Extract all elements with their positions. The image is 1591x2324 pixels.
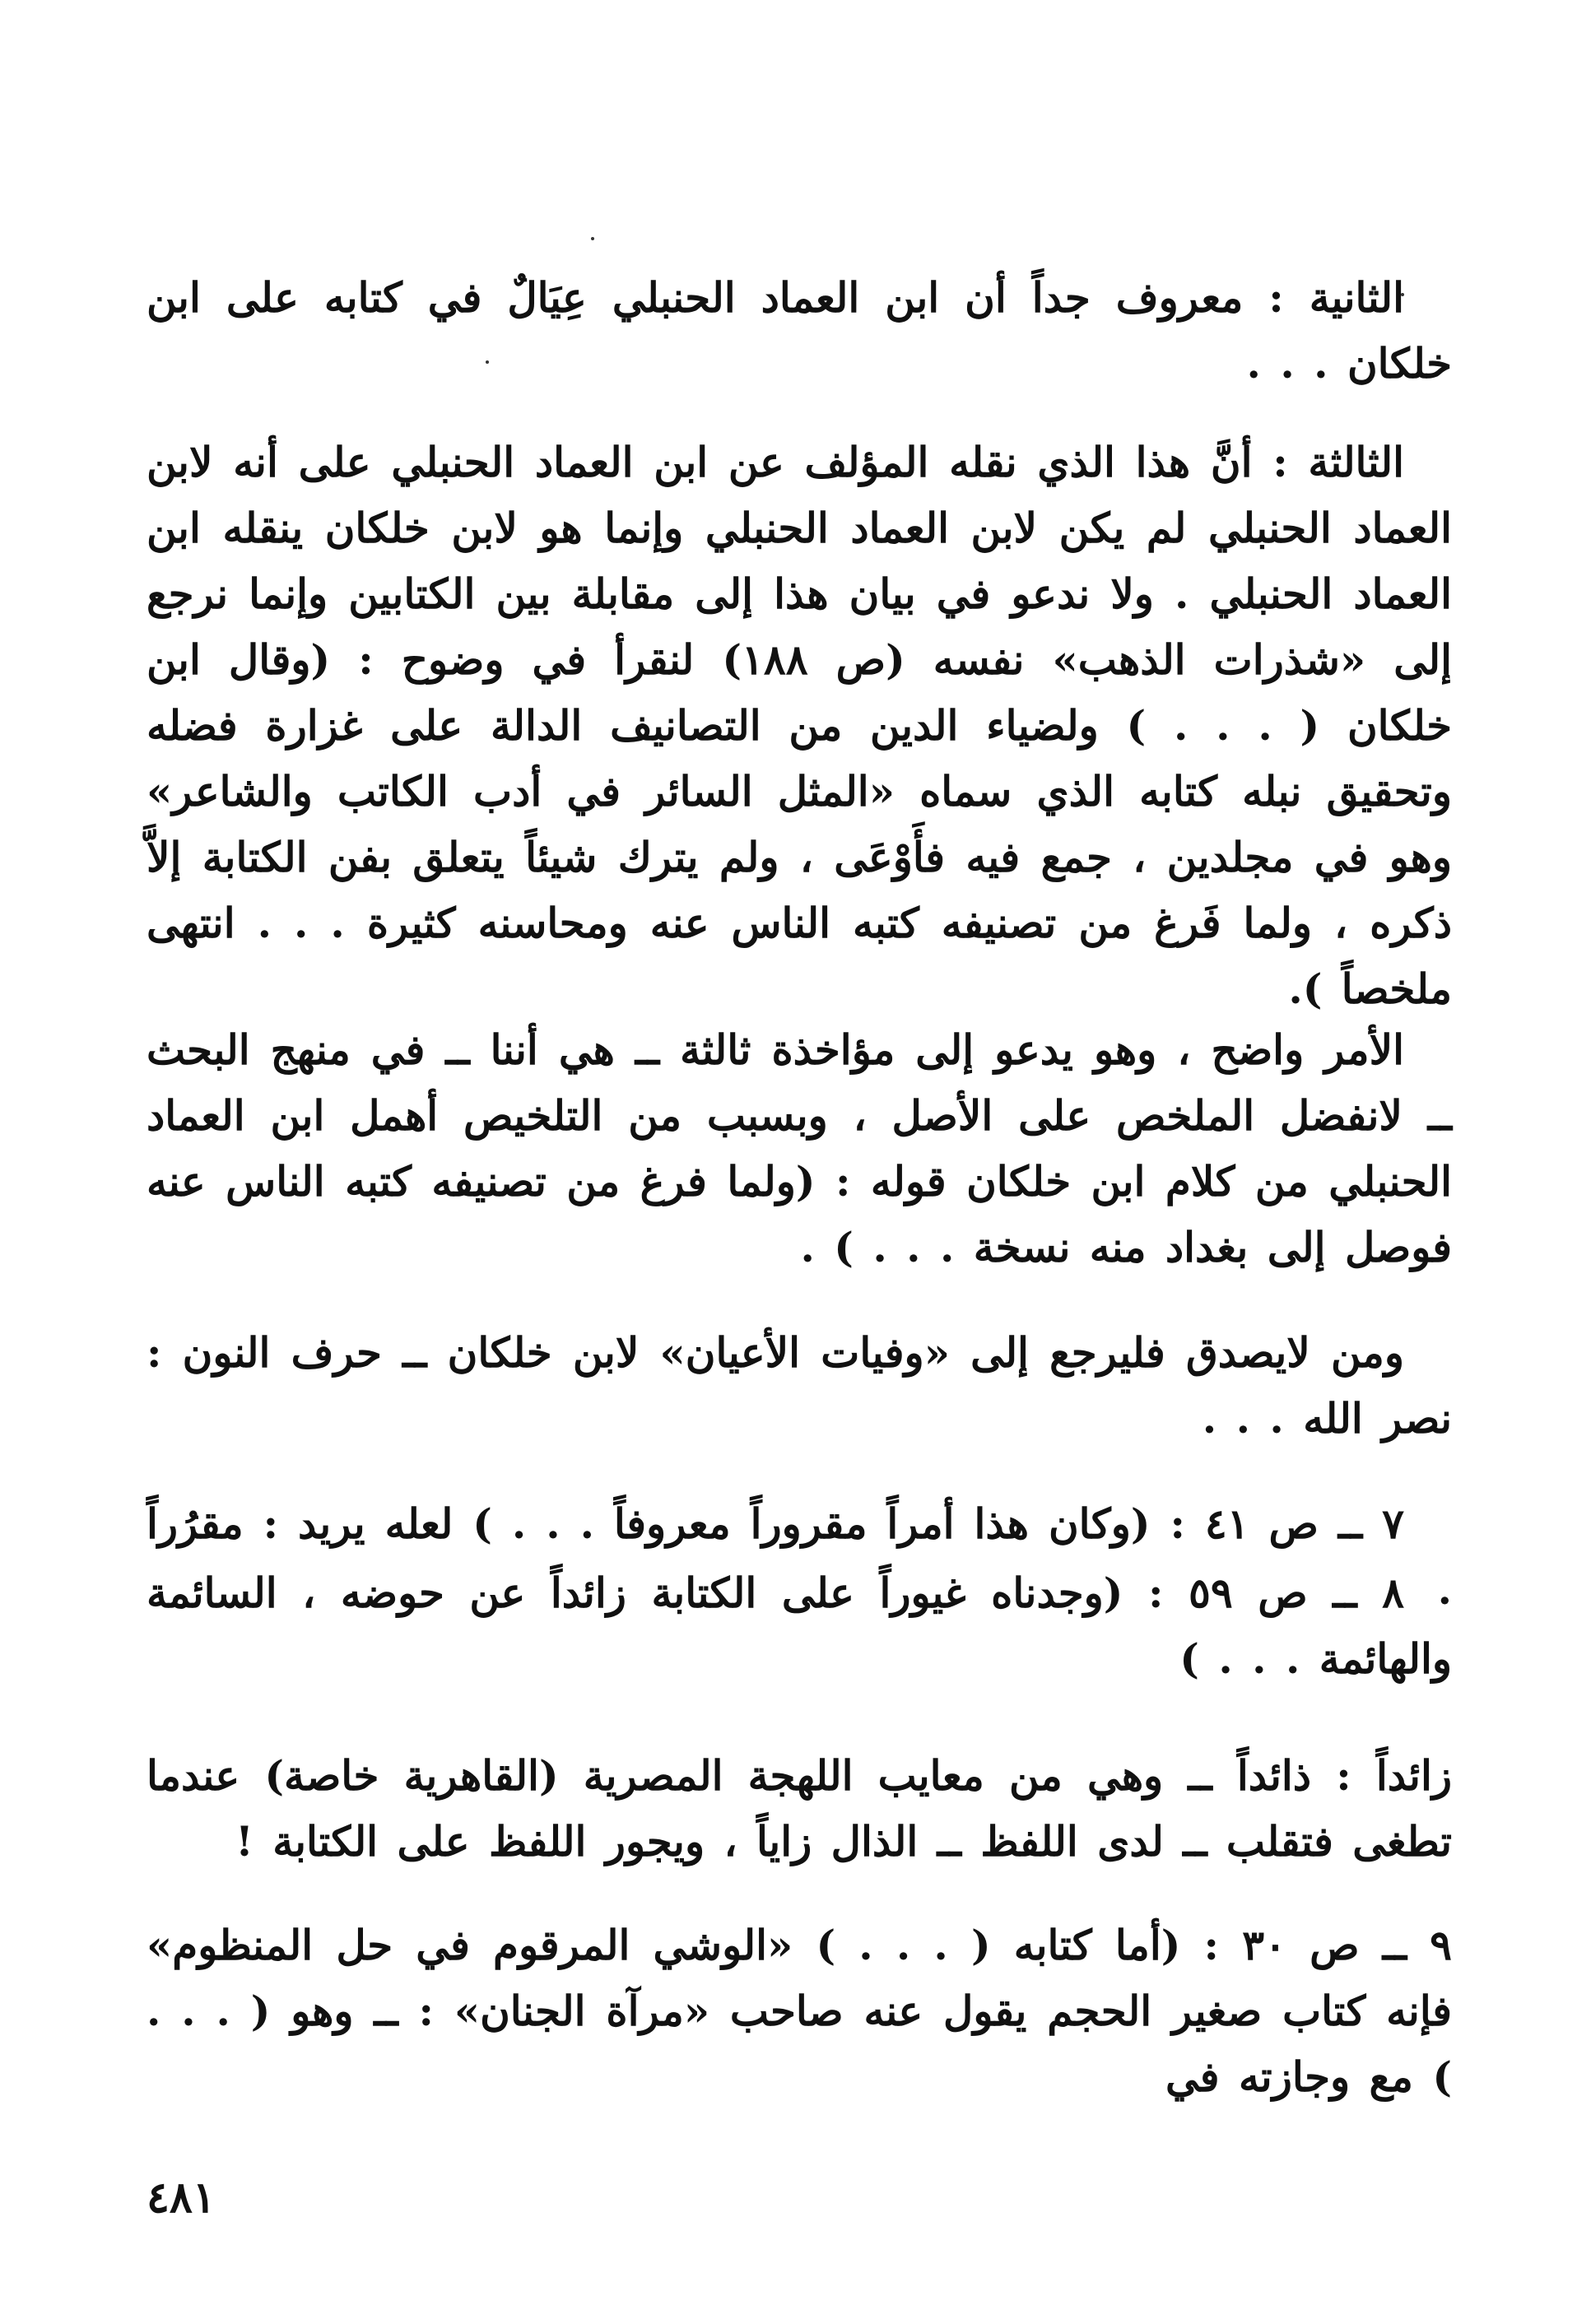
paragraph-block-3 — [147, 1017, 1452, 1281]
paragraph-block-6 — [147, 1560, 1452, 1692]
note-item-7: ٧ ــ ص ٤١ : (وكان هذا أمراً مقروراً معروفاً . . . ) لعله يريد : مقرُراً . — [147, 1499, 1452, 1614]
note-item-9: ٩ ــ ص ٣٠ : (أما كتابه ( . . . ) «الوشي المرقوم في حل المنظوم» فإنه كتاب صغير الحجم يقول عنه صاحب «مرآة الجنان» : ــ وهو ( . . . ) مع وجازته في — [147, 1921, 1453, 2101]
paragraph-thalitha: الثالثة : أنَّ هذا الذي نقله المؤلف عن ابن العماد الحنبلي على أنه لابن العماد الحنبلي لم يكن لابن العماد الحنبلي وإنما هو لابن خلكان ينقله ابن العماد الحنبلي . ولا ندعو في بيان هذا إلى مقابلة بين الكتابين وإنما نرجع إلى «شذرات الذهب» نفسه (ص ١٨٨) لنقرأ في وضوح : (وقال ابن خلكان ( . . . ) ولضياء الدين من التصانيف الدالة على غزارة فضله وتحقيق نبله كتابه الذي سماه «المثل السائر في أدب الكاتب والشاعر» وهو في مجلدين ، جمع فيه فأَوْعَى ، ولم يترك شيئاً يتعلق بفن الكتابة إلاَّ ذكره ، ولما فَرغ من تصنيفه كتبه الناس عنه ومحاسنه كثيرة . . . انتهى ملخصاً ). — [147, 438, 1452, 1013]
paragraph-block-7 — [147, 1743, 1452, 1875]
paragraph-block-8 — [147, 1913, 1452, 2110]
paragraph-zaidan: زائداً : ذائداً ــ وهي من معايب اللهجة المصرية (القاهرية خاصة) عندما تطغى فتقلب ــ لدى اللفظ ــ الذال زاياً ، ويجور اللفظ على الكتابة ! — [147, 1751, 1452, 1866]
page-number: ٤٨١ — [147, 2173, 216, 2223]
paragraph-block-1 — [147, 265, 1452, 397]
note-item-8: ٨ ــ ص ٥٩ : (وجدناه غيوراً على الكتابة زائداً عن حوضه ، السائمة والهائمة . . . ) — [147, 1569, 1452, 1683]
scan-speck — [591, 237, 594, 240]
paragraph-block-2 — [147, 430, 1452, 1022]
paragraph-man-la-yusaddiq: ومن لايصدق فليرجع إلى «وفيات الأعيان» لابن خلكان ــ حرف النون : نصر الله . . . — [147, 1328, 1452, 1443]
paragraph-thaniya: الثانية : معروف جداً أن ابن العماد الحنبلي عِيَالٌ في كتابه على ابن خلكان . . . — [147, 273, 1452, 388]
paragraph-amr-wadih: الأمر واضح ، وهو يدعو إلى مؤاخذة ثالثة ــ هي أننا ــ في منهج البحث ــ لانفضل الملخص على الأصل ، وبسبب من التلخيص أهمل ابن العماد الحنبلي من كلام ابن خلكان قوله : (ولما فرغ من تصنيفه كتبه الناس عنه فوصل إلى بغداد منه نسخة . . . ) . — [147, 1025, 1452, 1271]
paragraph-block-4 — [147, 1320, 1452, 1452]
